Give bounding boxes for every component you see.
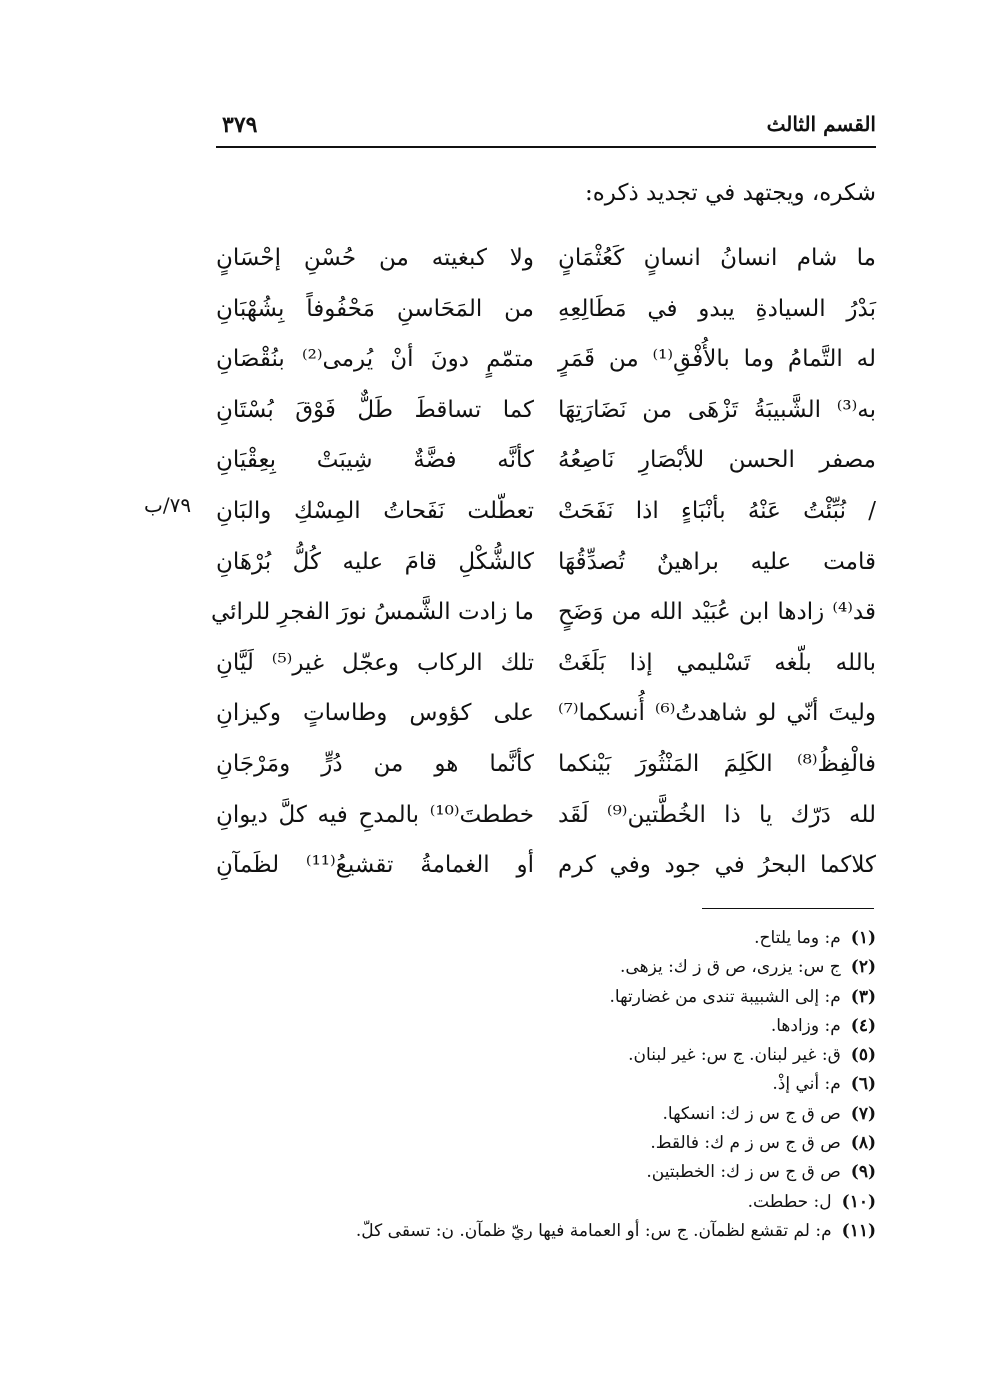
verse-line bbox=[216, 238, 876, 289]
footnote-number: (٨) bbox=[850, 1133, 876, 1154]
first-hemistich: فالْفِظُ⁽⁸⁾ الكَلِمَ المَنْثُورَ بَيْنكما bbox=[558, 750, 876, 777]
footnote-text: ص ق ج س ز م ك: فالقط. bbox=[650, 1133, 841, 1154]
footnote-number: (٤) bbox=[850, 1015, 876, 1036]
footnote-text: ق: غير لبنان. ج س: غير لبنان. bbox=[628, 1045, 841, 1066]
manuscript-folio-note: ٧٩/ب bbox=[144, 492, 192, 517]
first-hemistich: لله دَرّك يا ذا الخُطَّتين⁽⁹⁾ لَقَد bbox=[558, 801, 876, 828]
footnote bbox=[256, 1162, 876, 1191]
footnote bbox=[256, 1016, 876, 1045]
verse-line bbox=[216, 542, 876, 593]
second-hemistich: كما تساقطَ طَلٌّ فَوْقَ بُسْتَانِ bbox=[216, 396, 534, 423]
footnote-number: (٩) bbox=[850, 1162, 876, 1183]
footnote bbox=[256, 1221, 876, 1250]
footnote-number: (١) bbox=[850, 928, 876, 948]
verse-line bbox=[216, 744, 876, 795]
second-hemistich: خططتَ⁽¹⁰⁾ بالمدحِ فيه كلَّ ديوانِ bbox=[216, 801, 534, 828]
footnote-text: م: أني إذْ. bbox=[772, 1074, 841, 1095]
footnote bbox=[256, 1045, 876, 1074]
footnote-number: (٣) bbox=[850, 986, 876, 1007]
first-hemistich: به⁽³⁾ الشَّبيبَةُ تَزْهَى من نَضَارَتِهَا bbox=[558, 396, 876, 423]
footnote bbox=[256, 1192, 876, 1221]
second-hemistich: ما زادت الشَّمسُ نورَ الفجرِ للرائي bbox=[210, 599, 534, 626]
footnote bbox=[256, 1074, 876, 1103]
footnote-number: (١٠) bbox=[841, 1191, 876, 1212]
footnote-number: (٧) bbox=[850, 1103, 876, 1124]
footnote bbox=[256, 1104, 876, 1133]
verse-line bbox=[216, 795, 876, 846]
footnote-number: (٢) bbox=[850, 957, 876, 978]
footnote-text: ص ق ج س ز ك: انسكها. bbox=[662, 1103, 841, 1124]
footnote-text: م: وما يلتاح. bbox=[754, 928, 841, 948]
verse-line bbox=[216, 339, 876, 390]
footnote-text: م: لم تقشع لظمآن. ج س: أو العمامة فيها ريّ ظمآن. ن: تسقى كلّ. bbox=[355, 1220, 832, 1241]
header-rule bbox=[216, 146, 876, 148]
footnote-number: (٦) bbox=[850, 1074, 876, 1095]
footnote-separator bbox=[702, 908, 874, 909]
page-number: ٣٧٩ bbox=[222, 112, 258, 138]
second-hemistich: على كؤوس وطاساتٍ وكيزانِ bbox=[216, 700, 534, 727]
second-hemistich: كالشُّكْلِ قامَ عليه كُلُّ بُرْهَانِ bbox=[216, 548, 534, 575]
verse-line bbox=[216, 845, 876, 896]
first-hemistich: كلاكما البحرُ في جود وفي كرم bbox=[558, 852, 876, 879]
second-hemistich: من المَحَاسنِ مَحْفُوفاً بِشُهْبَانِ bbox=[216, 295, 534, 322]
second-hemistich: أو الغمامةُ تقشيعُ⁽¹¹⁾ لظَمآنِ bbox=[216, 852, 535, 879]
poem bbox=[144, 238, 876, 896]
footnote bbox=[256, 957, 876, 986]
first-hemistich: قد⁽⁴⁾ زادها ابن عُبَيْد الله من وَضَحٍ bbox=[558, 599, 876, 626]
verse-line bbox=[216, 289, 876, 340]
footnote-text: م: إلى الشبيبة تندى من غضارتها. bbox=[609, 986, 841, 1007]
verse-line bbox=[216, 643, 876, 694]
verse-line bbox=[216, 693, 876, 744]
footnote-text: م: وزادها. bbox=[770, 1015, 841, 1036]
second-hemistich: ولا كبغيته من حُسْنِ إحْسَانٍ bbox=[216, 245, 534, 271]
first-hemistich: وليتَ أنّي لو شاهدتُ⁽⁶⁾ أُنسكما⁽⁷⁾ bbox=[558, 700, 876, 727]
first-hemistich: بالله بلّغه تَسْليمي إذا بَلَغَتْ bbox=[558, 649, 876, 676]
second-hemistich: تلك الركاب وعجّل غير⁽⁵⁾ لَيَّانِ bbox=[216, 649, 534, 676]
footnote-number: (١١) bbox=[841, 1220, 876, 1241]
page-header bbox=[216, 112, 876, 146]
first-hemistich: / نُبِّئْتُ عَنْهُ بأنْبَاءٍ اذا نَفَحَتْ bbox=[558, 497, 876, 524]
footnote-number: (٥) bbox=[850, 1045, 876, 1066]
footnote bbox=[256, 987, 876, 1016]
verse-line bbox=[216, 440, 876, 491]
verse-line bbox=[144, 491, 876, 542]
second-hemistich: تعطّلت نَفَحاتُ المِسْكِ والبَانِ bbox=[216, 497, 534, 524]
first-hemistich: ما شام انسانُ انسانٍ كَعُثْمَانٍ bbox=[558, 245, 876, 271]
second-hemistich: كأنَّه فضَّةٌ شِيبَتْ بِعِقْيَانِ bbox=[216, 447, 534, 474]
footnote-text: ص ق ج س ز ك: الخطبتين. bbox=[646, 1162, 841, 1183]
footnote bbox=[256, 1133, 876, 1162]
intro-line: شكره، ويجتهد في تجديد ذكره: bbox=[585, 180, 876, 206]
footnote-text: ج س: يزرى، ص ق ز ك: يزهى. bbox=[620, 957, 841, 978]
second-hemistich: متمّمٍ دونَ أنْ يُرمى⁽²⁾ بنُقْصَانِ bbox=[216, 346, 534, 373]
footnote bbox=[256, 928, 876, 957]
first-hemistich: قامت عليه براهينٌ تُصدِّقُهَا bbox=[558, 548, 876, 575]
first-hemistich: له التَّمامُ وما بالأُفْقِ⁽¹⁾ من قَمَرٍ bbox=[558, 346, 876, 373]
second-hemistich: كأنَّما هو من دُرٍّ ومَرْجَانِ bbox=[216, 750, 534, 777]
verse-line bbox=[216, 390, 876, 441]
footnote-text: ل: حططت. bbox=[747, 1191, 832, 1212]
footnotes bbox=[256, 928, 876, 1250]
verse-line bbox=[210, 592, 876, 643]
section-title: القسم الثالث bbox=[766, 112, 876, 136]
first-hemistich: بَدْرُ السيادةِ يبدو في مَطَالِعِهِ bbox=[558, 295, 876, 322]
first-hemistich: مصفر الحسن للأبْصَارِ نَاصِعُهُ bbox=[558, 447, 876, 474]
